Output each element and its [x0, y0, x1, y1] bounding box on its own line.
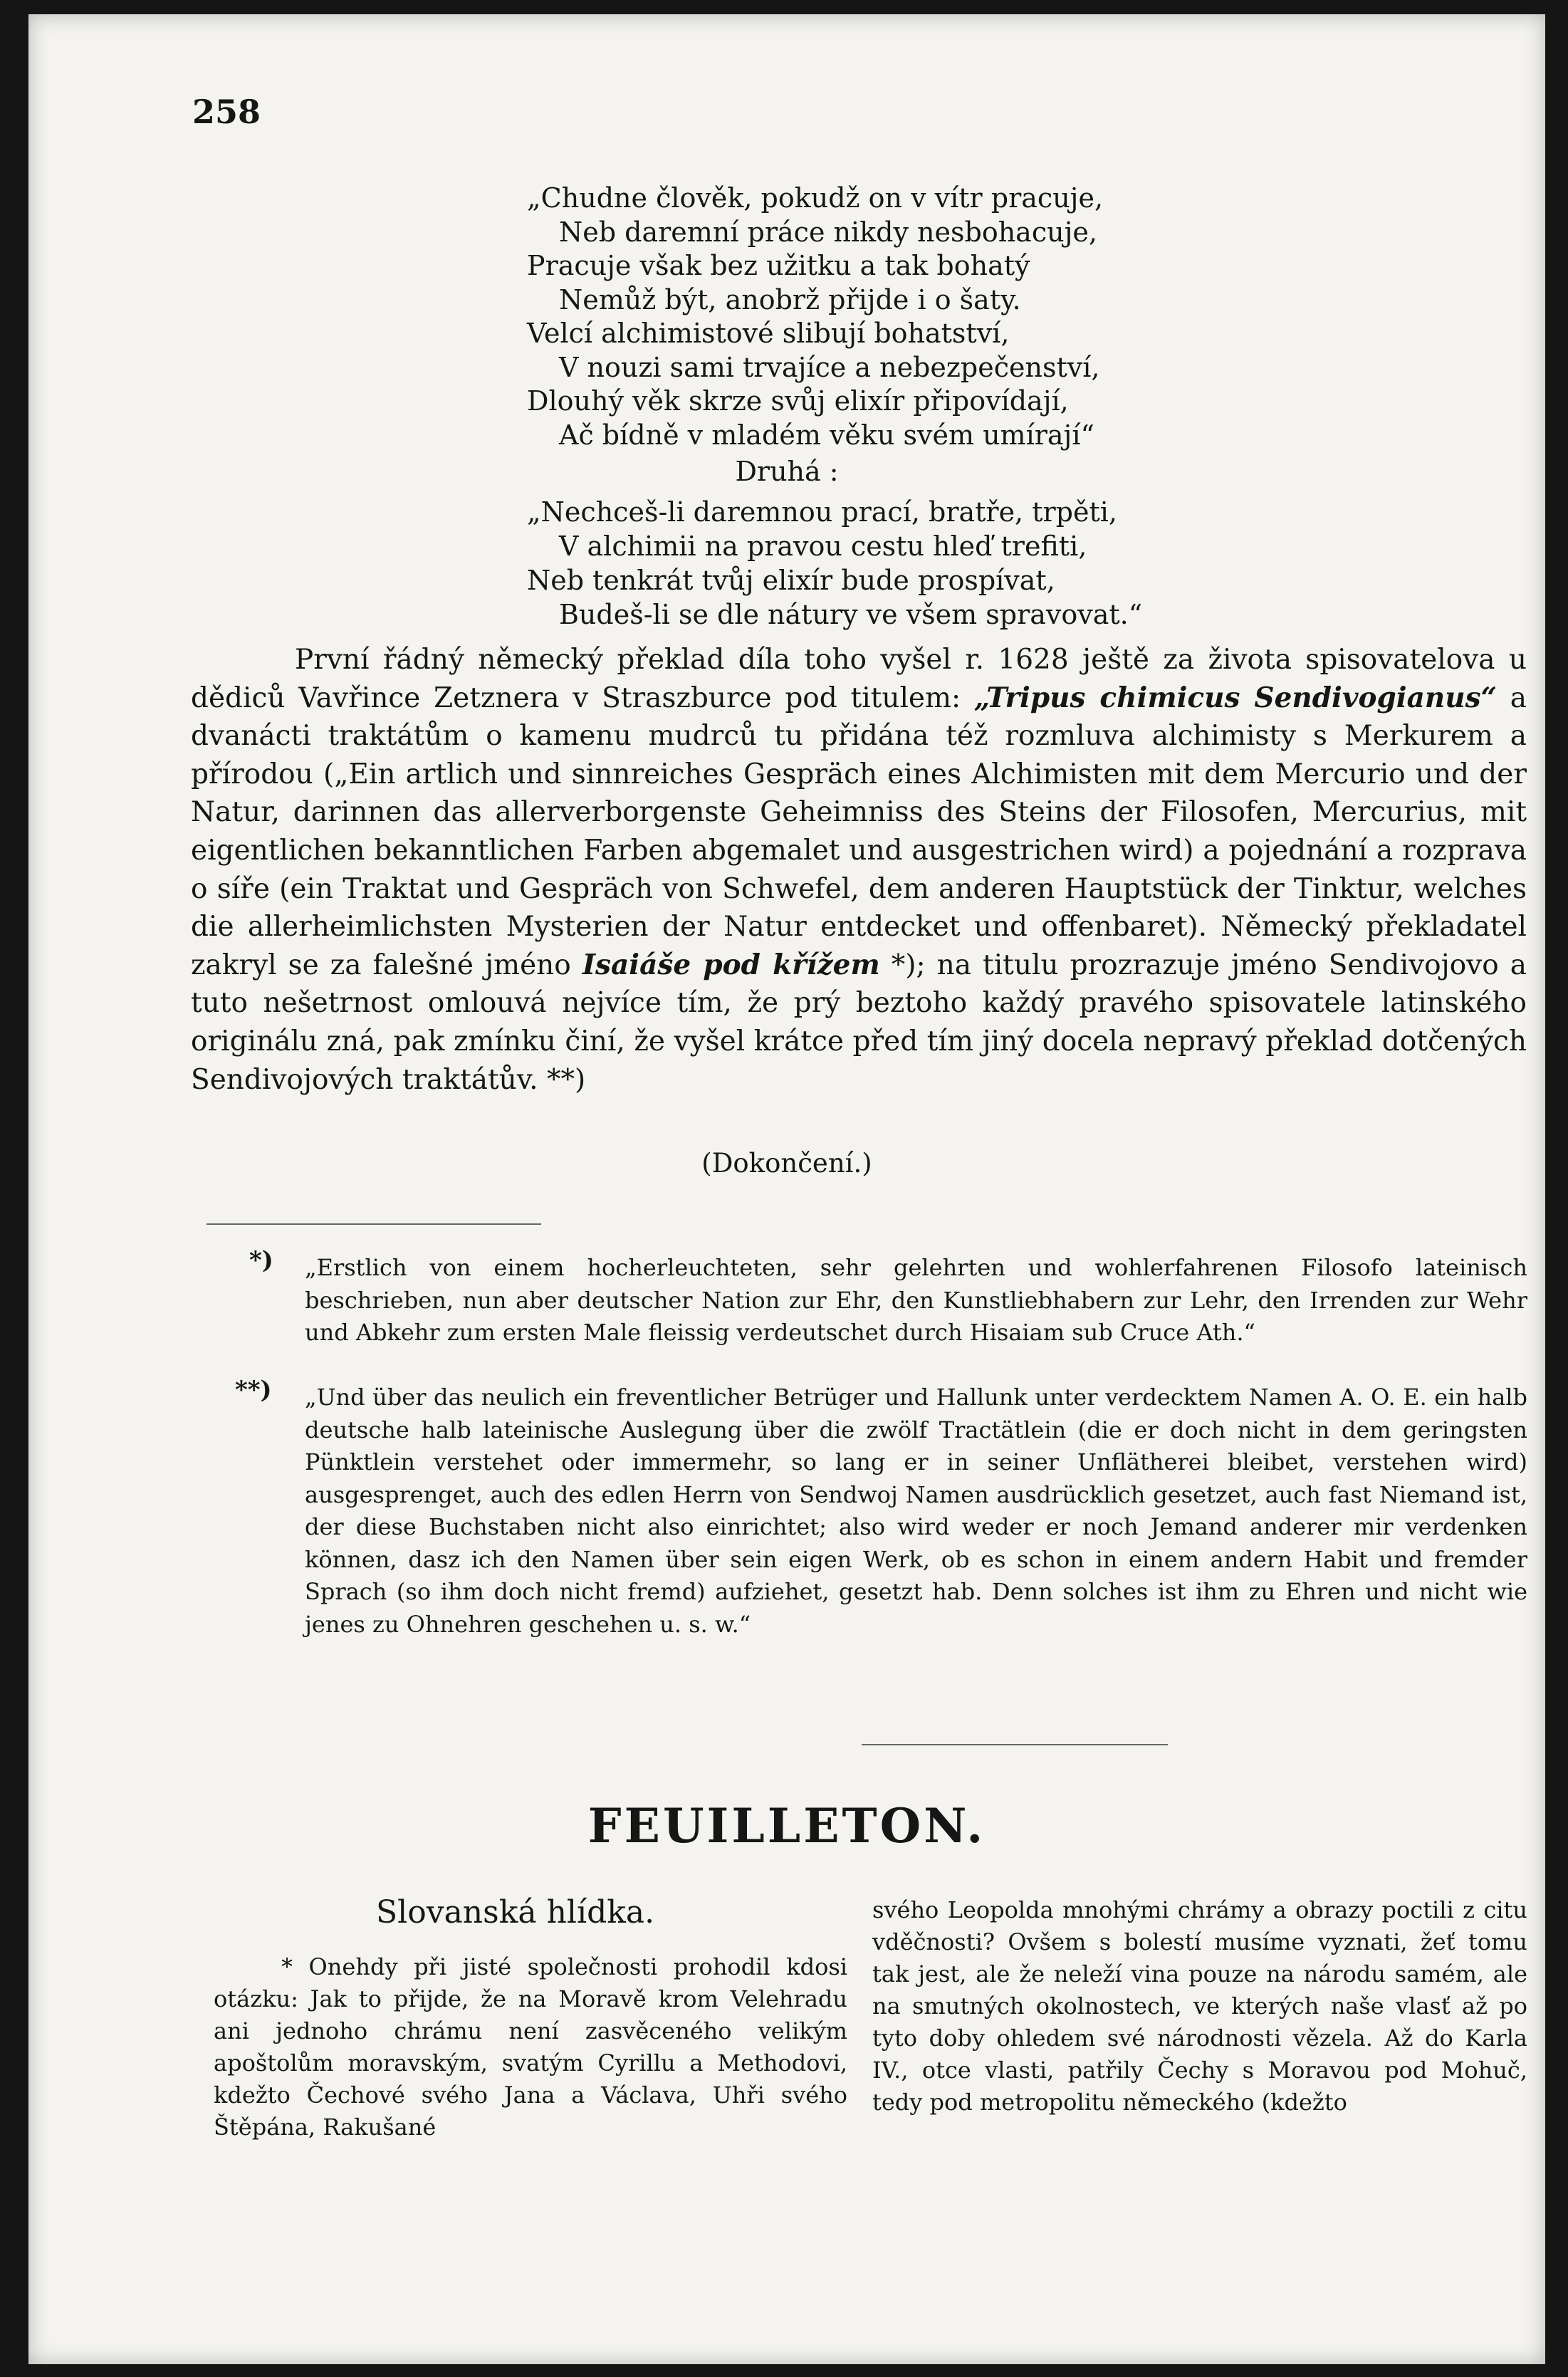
column-heading: Slovanská hlídka.: [376, 1894, 655, 1931]
poem-line: Neb daremní práce nikdy nesbohacuje,: [559, 216, 1097, 248]
pseudonym: Isaiáše pod křížem: [582, 948, 880, 981]
poem-line: V nouzi sami trvajíce a nebezpečenství,: [559, 351, 1100, 383]
body-text: První řádný německý překlad díla toho vyšel r. 1628 ještě za života spisovatelova u dědiců Vavřince Zetznera v Straszburce pod titulem:: [191, 644, 1527, 714]
poem-subtitle: Druhá :: [735, 456, 839, 487]
body-paragraph: [191, 641, 1527, 1099]
poem-line: Budeš-li se dle nátury ve všem spravovat.“: [559, 599, 1143, 630]
poem-line: Velcí alchimistové slibují bohatství,: [527, 318, 1010, 349]
poem-second: [527, 495, 1142, 632]
poem-line: „Nechceš-li daremnou prací, bratře, trpěti,: [527, 496, 1117, 528]
scanned-page: [28, 14, 1545, 2364]
poem-line: Ač bídně v mladém věku svém umírají“: [559, 419, 1094, 451]
feuilleton-heading: FEUILLETON.: [587, 1798, 986, 1854]
footnote-text: „Erstlich von einem hocherleuchteten, sehr gelehrten und wohlerfahrenen Filosofo lateinisch beschrieben, nun aber deutscher Nation zur Ehr, den Kunstliebhabern zur Lehr, den Irrenden zur Wehr und Abkehr zum ersten Male fleissig verdeutschet durch Hisaiam sub Cruce Ath.“: [305, 1254, 1527, 1346]
body-text: *); na titulu prozrazuje jméno Sendivojovo a tuto nešetrnost omlouvá nejvíce tím, že prý beztoho každý pravého spisovatele latinského originálu zná, pak zmínku činí, že vyšel krátce před tím jiný docela nepravý překlad dotčených Sendivojových traktátův. **): [191, 949, 1527, 1096]
footnote-marker: **): [235, 1376, 272, 1404]
poem-first: [527, 182, 1103, 452]
footnote-divider: [207, 1223, 541, 1225]
poem-line: Dlouhý věk skrze svůj elixír připovídají,: [527, 385, 1069, 417]
poem-line: Pracuje však bez užitku a tak bohatý: [527, 250, 1030, 281]
feuilleton-left-column: * Onehdy při jisté společnosti prohodil kdosi otázku: Jak to přijde, že na Moravě krom Velehradu ani jednoho chrámu není zasvěceného velikým apoštolům moravským, svatým Cyrillu a Methodovi, kdežto Čechové svého Jana a Václava, Uhři svého Štěpána, Rakušané: [214, 1953, 847, 2141]
body-text: a dvanácti traktátům o kamenu mudrců tu přidána též rozmluva alchimisty s Merkurem a přírodou („Ein artlich und sinnreiches Gespräch eines Alchimisten mit dem Mercurio und der Natur, darinnen das allerverborgenste Geheimniss des Steins der Filosofen, Mercurius, mit eigentlichen bekanntlichen Farben abgemalet und ausgestrichen wird) a pojednání a rozprava o síře (ein Traktat und Gespräch von Schwefel, dem anderen Hauptstück der Tinktur, welches die allerheimlichsten Mysterien der Natur entdecket und offenbaret). Německý překladatel zakryl se za falešné jméno: [191, 681, 1527, 981]
poem-line: „Chudne člověk, pokudž on v vítr pracuje,: [527, 182, 1104, 214]
poem-line: Neb tenkrát tvůj elixír bude prospívat,: [527, 565, 1055, 596]
page-number: 258: [192, 93, 261, 131]
footnote-text: „Und über das neulich ein freventlicher Betrüger und Hallunk unter verdecktem Namen A. O. E. ein halb deutsche halb lateinische Auslegung über die zwölf Tractätlein (die er doch nicht in dem geringsten Pünktlein verstehet oder immermehr, so lang er in seiner Unflätherei bleibet, verstehen wird) ausgesprenget, auch des edlen Herrn von Sendwoj Namen ausdrücklich gesetzet, auch fast Niemand ist, der diese Buchstaben nicht also einrichtet; also wird weder er noch Jemand anderer mir verdenken können, dasz ich den Namen über sein eigen Werk, ob es schon in einem andern Habit und fremder Sprach (so ihm doch nicht fremd) aufziehet, gesetzt hab. Denn solches ist ihm zu Ehren und nicht wie jenes zu Ohnehren geschehen u. s. w.“: [305, 1384, 1527, 1638]
footnote-marker: *): [249, 1246, 273, 1275]
book-title: „Tripus chimicus Sendivogianus“: [973, 681, 1497, 714]
to-be-continued: (Dokončení.): [701, 1148, 872, 1179]
poem-line: Nemůž být, anobrž přijde i o šaty.: [559, 283, 1021, 315]
feuilleton-right-column: svého Leopolda mnohými chrámy a obrazy poctili z citu vděčnosti? Ovšem s bolestí musíme vyznati, žeť tomu tak jest, ale že neleží vina pouze na národu samém, ale na smutných okolnostech, ve kterých naše vlasť až po tyto doby ohledem své národnosti vězela. Až do Karla IV., otce vlasti, patřily Čechy s Moravou pod Mohuč, tedy pod metropolitu německého (kdežto: [872, 1896, 1527, 2116]
poem-line: V alchimii na pravou cestu hleď trefiti,: [559, 531, 1087, 562]
section-divider: [862, 1744, 1168, 1745]
